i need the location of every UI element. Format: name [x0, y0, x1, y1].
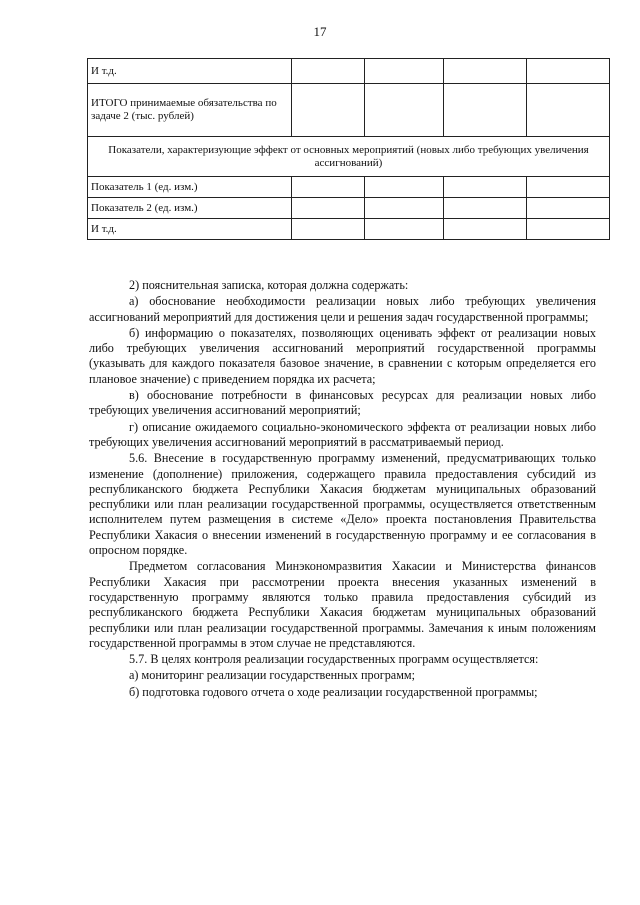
paragraph: 2) пояснительная записка, которая должна содержать:: [129, 278, 409, 292]
paragraph: г) описание ожидаемого социально-экономического эффекта от реализации новых либо требующих увеличения ассигнований мероприятий в рассматриваемый период.: [89, 419, 596, 449]
empty-cell: [365, 198, 444, 219]
table-row: [88, 177, 610, 198]
document-body: [89, 278, 596, 700]
empty-cell: [365, 59, 444, 84]
table-row: [88, 84, 610, 137]
table-row: [88, 198, 610, 219]
row-label: Показатель 2 (ед. изм.): [88, 198, 292, 219]
paragraph: б) подготовка годового отчета о ходе реализации государственной программы;: [129, 684, 538, 699]
empty-cell: [292, 198, 365, 219]
section-header: Показатели, характеризующие эффект от основных мероприятий (новых либо требующих увеличения ассигнований): [88, 137, 610, 177]
empty-cell: [444, 219, 527, 240]
empty-cell: [527, 198, 610, 219]
row-label: И т.д.: [88, 59, 292, 84]
empty-cell: [444, 198, 527, 219]
paragraph: 5.6. Внесение в государственную программу изменений, предусматривающих только изменение (дополнение) приложения, содержащего правила предоставления субсидий из республиканского бюджета Республики Хакасия бюджетам муниципальных образований республики или план реализации государственной программы, осуществляется ответственным исполнителем путем размещения в системе «Дело» проекта постановления Правительства Республики Хакасия о внесении изменений в государственную программу и ее согласования в опросном порядке.: [89, 451, 596, 558]
empty-cell: [444, 177, 527, 198]
row-label: ИТОГО принимаемые обязательства по задаче 2 (тыс. рублей): [88, 84, 292, 137]
empty-cell: [292, 84, 365, 137]
paragraph: а) обоснование необходимости реализации новых либо требующих увеличения ассигнований мероприятий для достижения цели и решения задач государственной программы;: [89, 294, 596, 324]
paragraph: 5.7. В целях контроля реализации государственных программ осуществляется:: [129, 652, 539, 667]
empty-cell: [527, 219, 610, 240]
empty-cell: [527, 84, 610, 137]
empty-cell: [292, 59, 365, 84]
paragraph: а) мониторинг реализации государственных программ;: [129, 668, 416, 683]
empty-cell: [527, 59, 610, 84]
page-number: 17: [313, 24, 327, 39]
table-row: [88, 59, 610, 84]
empty-cell: [292, 177, 365, 198]
empty-cell: [444, 59, 527, 84]
table-section-header-row: [88, 137, 610, 177]
paragraph: в) обоснование потребности в финансовых ресурсах для реализации новых либо требующих увеличения ассигнований мероприятий;: [89, 388, 596, 418]
paragraph: б) информацию о показателях, позволяющих оценивать эффект от реализации новых либо требующих увеличения ассигнований мероприятий государственной программы (указывать для каждого показателя базовое значение, в сравнении с которым определяется его плановое значение) с приведением порядка их расчета;: [89, 325, 596, 386]
empty-cell: [444, 84, 527, 137]
table-row: [88, 219, 610, 240]
empty-cell: [365, 84, 444, 137]
empty-cell: [365, 177, 444, 198]
empty-cell: [365, 219, 444, 240]
paragraph: Предметом согласования Минэкономразвития Хакасии и Министерства финансов Республики Хакасия при рассмотрении проекта внесения указанных изменений в государственную программу являются только правила предоставления субсидий из республиканского бюджета Республики Хакасия бюджетам муниципальных образований республики или план реализации государственной программы. Замечания к иным положениям государственной программы в этом случае не представляются.: [89, 559, 596, 650]
empty-cell: [527, 177, 610, 198]
row-label: И т.д.: [88, 219, 292, 240]
row-label: Показатель 1 (ед. изм.): [88, 177, 292, 198]
empty-cell: [292, 219, 365, 240]
measures-table: [87, 58, 610, 240]
